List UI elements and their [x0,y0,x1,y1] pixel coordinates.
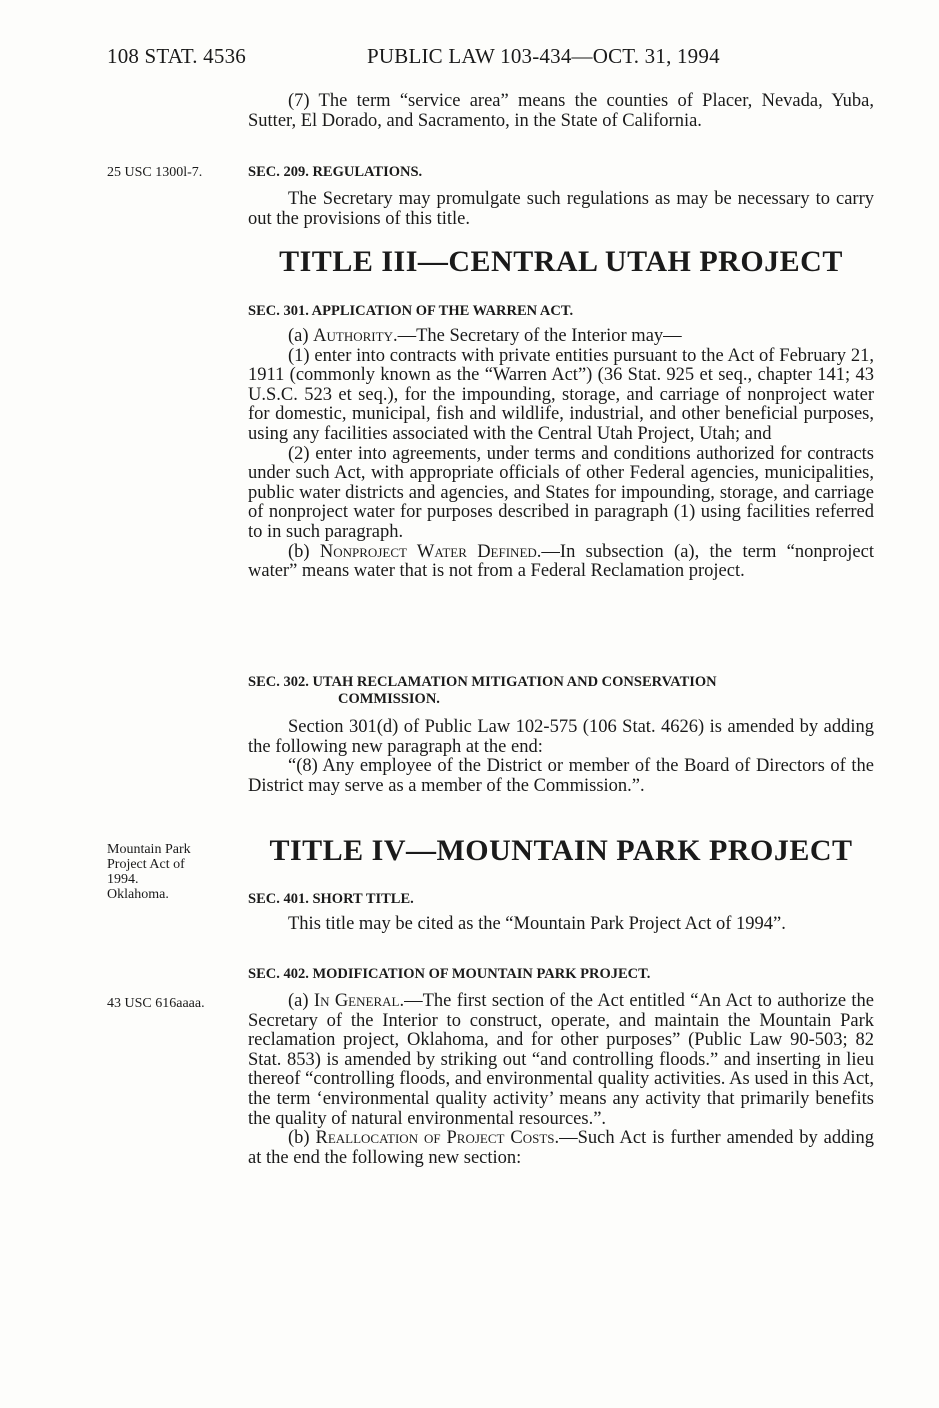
public-law-title: PUBLIC LAW 103-434—OCT. 31, 1994 [367,44,720,68]
sec-209-text: The Secretary may promulgate such regulations as may be necessary to carry out the provisions of this title. [248,189,874,229]
sec-301-heading: SEC. 301. APPLICATION OF THE WARREN ACT. [248,303,574,319]
margin-note-usc-1300l7: 25 USC 1300l-7. [107,165,203,180]
title-4-heading: TITLE IV—MOUNTAIN PARK PROJECT [269,834,853,867]
sec-402-b: (b) Reallocation of Project Costs.—Such Act is further amended by adding at the end the following new section: [248,1128,875,1168]
sec-302-heading: SEC. 302. UTAH RECLAMATION MITIGATION AND CONSERVATION COMMISSION. [248,674,717,707]
margin-note-usc-616aaaa: 43 USC 616aaaa. [107,996,205,1011]
sec-209-heading: SEC. 209. REGULATIONS. [248,164,423,180]
sec-301-p2: (2) enter into agreements, under terms and conditions authorized for contracts under such Act, with appropriate officials of other Federal agencies, municipalities, public water districts and agencies, and States for impounding, storage, and carriage of nonproject water for purposes described in paragraph (1) using facilities referred to in such paragraph. [248,443,874,542]
sec-301-a: (a) Authority.—The Secretary of the Interior may— [288,326,682,346]
sec-302-text: Section 301(d) of Public Law 102-575 (106 Stat. 4626) is amended by adding the following new paragraph at the end: [248,717,874,757]
sec-302-quote: “(8) Any employee of the District or member of the Board of Directors of the District may serve as a member of the Commission.”. [248,756,874,796]
sec-301-b: (b) Nonproject Water Defined.—In subsection (a), the term “nonproject water” means water that is not from a Federal Reclamation project. [248,541,874,582]
margin-note-mountain-park: Mountain Park Project Act of 1994. Oklahoma. [107,842,191,902]
sec-402-a: (a) In General.—The first section of the Act entitled “An Act to authorize the Secretary of the Interior to construct, operate, and maintain the Mountain Park reclamation project, Oklahoma, and for other purposes” (Public Law 90-503; 82 Stat. 853) is amended by striking out “and controlling floods.” and inserting in lieu thereof “controlling floods, and environmental quality activities. As used in this Act, the term ‘environmental quality activity’ means any activity that primarily benefits the quality of natural environmental resources.”. [248,991,874,1129]
sec-402-heading: SEC. 402. MODIFICATION OF MOUNTAIN PARK PROJECT. [248,966,651,982]
sec-301-body [248,327,874,582]
paragraph-7: (7) The term “service area” means the counties of Placer, Nevada, Yuba, Sutter, El Dorado, and Sacramento, in the State of California. [248,91,874,131]
sec-401-text: This title may be cited as the “Mountain Park Project Act of 1994”. [288,914,786,934]
stat-citation: 108 STAT. 4536 [107,44,246,68]
title-3-heading: TITLE III—CENTRAL UTAH PROJECT [279,245,843,278]
sec-302-body [248,718,874,796]
sec-301-p1: (1) enter into contracts with private entities pursuant to the Act of February 21, 1911 (commonly known as the “Warren Act”) (36 Stat. 925 et seq., chapter 141; 43 U.S.C. 523 et seq.), for the impounding, storage, and carriage of nonproject water for domestic, municipal, fish and wildlife, industrial, and other beneficial purposes, using any facilities associated with the Central Utah Project, Utah; and [248,345,874,444]
sec-402-body [248,992,874,1168]
sec-401-heading: SEC. 401. SHORT TITLE. [248,891,414,907]
